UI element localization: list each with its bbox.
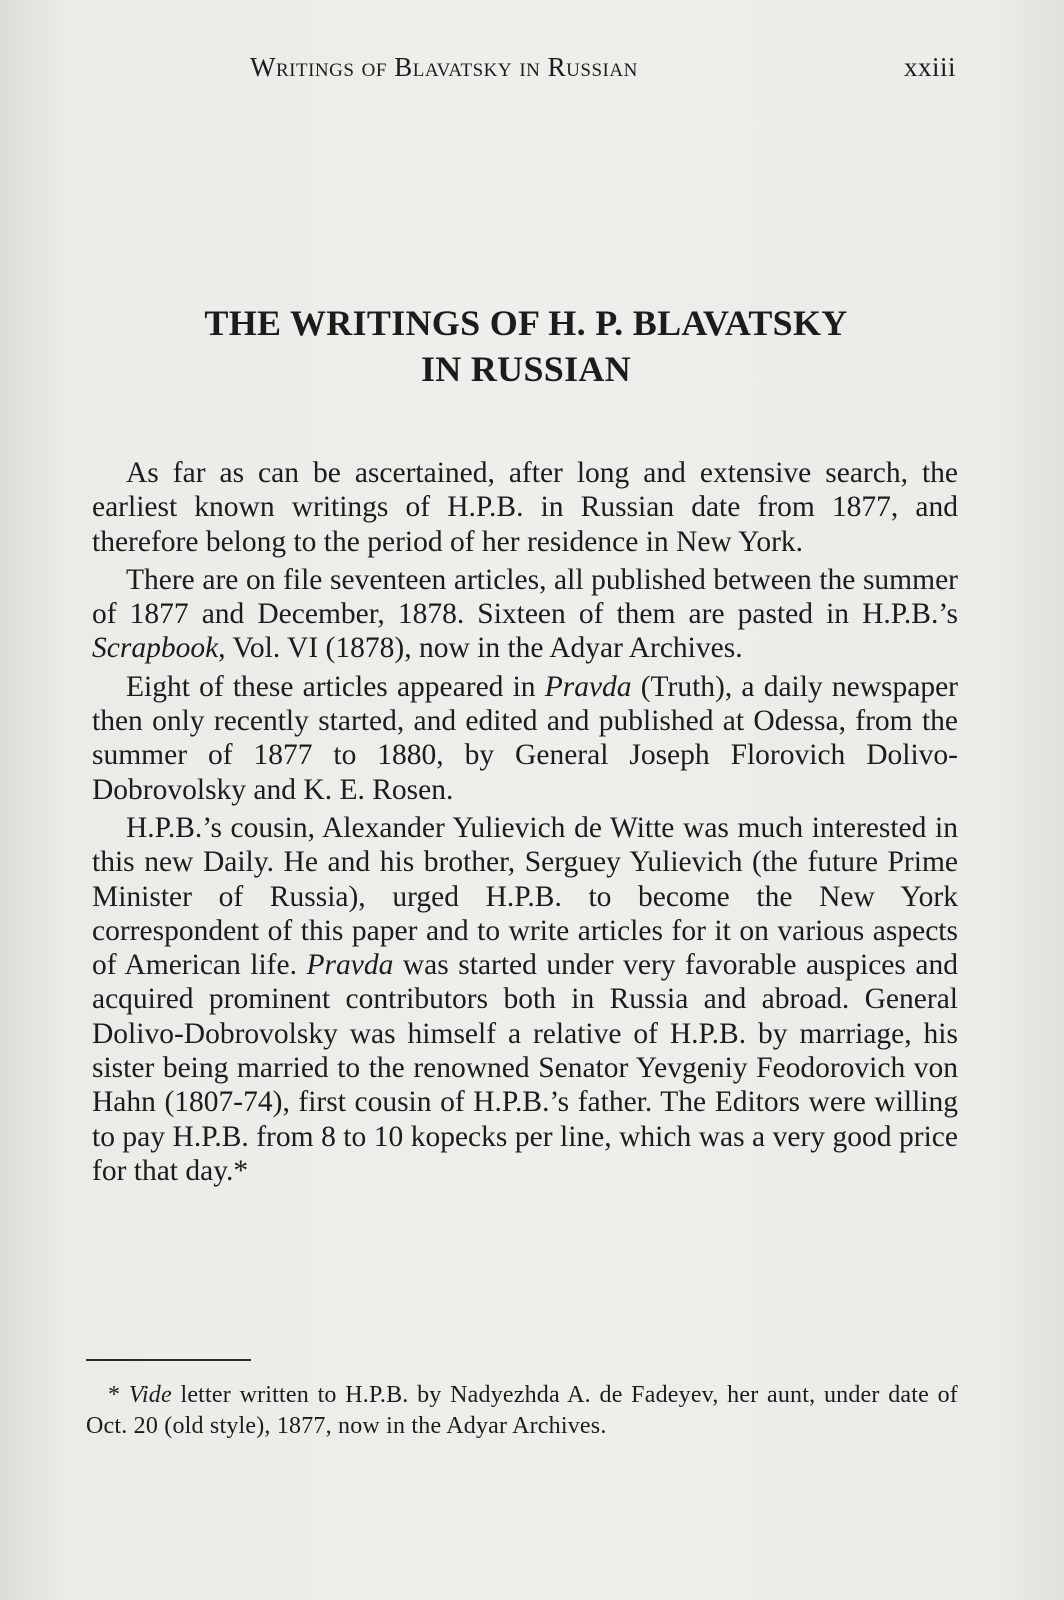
paragraph-4-italic: Pravda (306, 949, 394, 982)
paragraph-2-text-a: There are on file seventeen articles, all published between the summer of 1877 and December, 1878. Sixteen of them are pasted in H.P.B.’s (92, 563, 958, 631)
footnote-marker: * (108, 1382, 129, 1408)
chapter-title (96, 300, 956, 392)
paragraph-1 (92, 456, 958, 559)
paragraph-1-text: As far as can be ascertained, after long and extensive search, the earliest known writings of H.P.B. in Russian date from 1877, and therefore belong to the period of her residence in New York. (92, 457, 958, 558)
paragraph-4-text-b: was started under very favorable auspices and acquired prominent contributors both in Russia and abroad. General Dolivo-Dobrovolsky was himself a relative of H.P.B. by marriage, his sister being married to the renowned Senator Yevgeniy Feodorovich von Hahn (1807-74), first cousin of H.P.B.’s father. The Editors were willing to pay H.P.B. from 8 to 10 kopecks per line, which was a very good price for that day.* (92, 949, 958, 1187)
paragraph-2-italic: Scrapbook, (92, 632, 226, 665)
chapter-title-line-2: IN RUSSIAN (420, 349, 632, 389)
running-head-title: Writings of Blavatsky in Russian (250, 52, 638, 82)
footnote (86, 1380, 958, 1442)
footnote-divider (86, 1359, 251, 1361)
body-text (92, 456, 958, 1192)
footnote-italic: Vide (128, 1382, 172, 1408)
paragraph-3 (92, 670, 958, 807)
paragraph-3-text-b: (Truth), a daily newspaper then only recently started, and edited and published at Odessa, from the summer of 1877 to 1880, by General Joseph Florovich Dolivo-Dobrovolsky and K. E. Rosen. (92, 670, 958, 806)
paragraph-3-italic: Pravda (544, 670, 632, 703)
paragraph-2-text-b: Vol. VI (1878), now in the Adyar Archives. (225, 632, 743, 665)
running-head (96, 52, 956, 92)
footnote-paragraph (86, 1380, 958, 1442)
paragraph-4-text-a: H.P.B.’s cousin, Alexander Yulievich de Witte was much interested in this new Daily. He and his brother, Serguey Yulievich (the future Prime Minister of Russia), urged H.P.B. to become the New York correspondent of this paper and to write articles for it on various aspects of American life. (92, 811, 958, 982)
footnote-text: letter written to H.P.B. by Nadyezhda A. de Fadeyev, her aunt, under date of Oct. 20 (old style), 1877, now in the Adyar Archives. (86, 1382, 958, 1439)
page-number: xxiii (903, 52, 956, 82)
paragraph-2 (92, 563, 958, 666)
chapter-title-line-1: THE WRITINGS OF H. P. BLAVATSKY (204, 303, 848, 343)
paragraph-4 (92, 811, 958, 1188)
paragraph-3-text-a: Eight of these articles appeared in (126, 670, 545, 703)
